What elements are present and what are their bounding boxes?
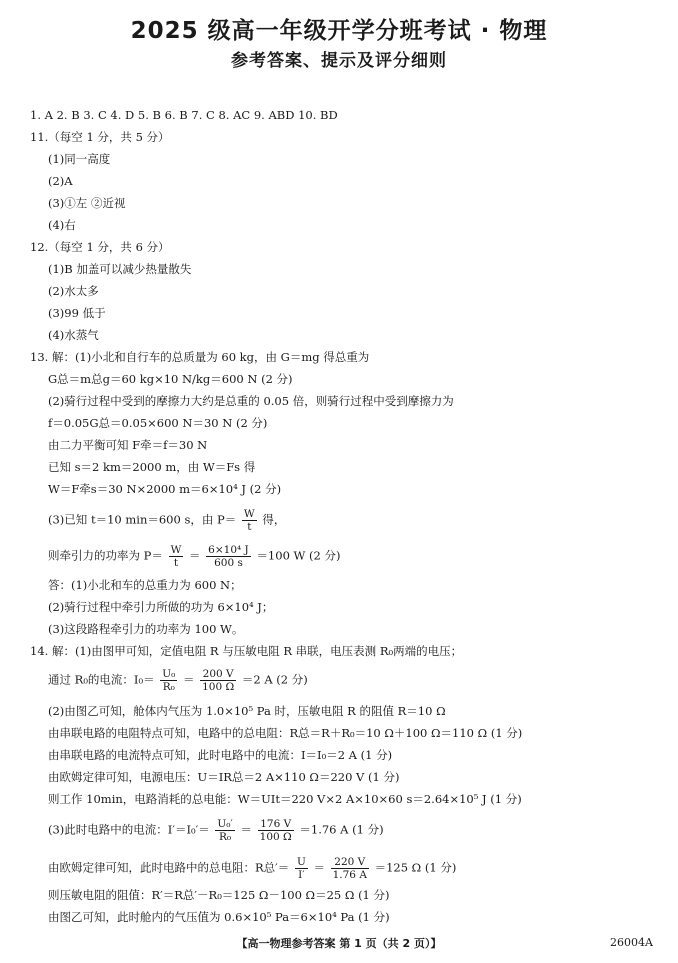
q12-heading: 12.（每空 1 分，共 6 分） bbox=[30, 240, 170, 254]
q14-line-8-text-b: ＝1.76 A (1 分) bbox=[299, 822, 384, 837]
fraction-denominator: 100 Ω bbox=[259, 831, 292, 843]
q12-answer-4: (4)水蒸气 bbox=[48, 328, 99, 342]
q13-answer-2: (2)骑行过程中牵引力所做的功为 6×10⁴ J； bbox=[48, 600, 274, 614]
q14-line-4: 由串联电路的电阻特点可知，电路中的总电阻：R总＝R＋R₀＝10 Ω＋100 Ω＝110 Ω (1 分) bbox=[48, 726, 523, 740]
q14-line-10: 则压敏电阻的阻值：R′＝R总′－R₀＝125 Ω－100 Ω＝25 Ω (1 分) bbox=[48, 888, 390, 902]
fraction-denominator: R₀ bbox=[162, 681, 175, 693]
fraction-denominator: R₀ bbox=[219, 831, 232, 843]
q14-line-9: 由欧姆定律可知，此时电路中的总电阻：R总′＝ $\frac{U}{I'}$ ＝ $\frac{220 V}{1.76 A}$ ＝125 Ω (1 分) bbox=[48, 856, 457, 881]
fraction-u0-over-r0 bbox=[160, 668, 177, 693]
q11-answer-4: (4)右 bbox=[48, 218, 76, 232]
q14-line-3: (2)由图乙可知，舱体内气压为 1.0×10⁵ Pa 时，压敏电阻 R 的阻值 R＝10 Ω bbox=[48, 704, 446, 718]
q14-line-2: 通过 R₀的电流：I₀＝ $\frac{\text{U₀}}{\text{R₀}}$ ＝ $\frac{200 V}{100 \Omega}$ ＝2 A (2 分) bbox=[48, 668, 308, 693]
q14-line-2-text-a: 通过 R₀的电流：I₀＝ bbox=[48, 672, 155, 687]
q14-line-6: 由欧姆定律可知，电源电压：U＝IR总＝2 A×110 Ω＝220 V (1 分) bbox=[48, 770, 400, 784]
q13-line-1: 13. 解：(1)小北和自行车的总质量为 60 kg，由 G＝mg 得总重为 bbox=[30, 350, 370, 364]
fraction-numerator: U₀ bbox=[162, 668, 176, 680]
q13-line-3: (2)骑行过程中受到的摩擦力大约是总重的 0.05 倍，则骑行过程中受到摩擦力为 bbox=[48, 394, 454, 408]
q11-answer-3: (3)①左 ②近视 bbox=[48, 196, 126, 210]
fraction-denominator: I′ bbox=[298, 869, 305, 881]
q13-line-4: f＝0.05G总＝0.05×600 N＝30 N (2 分) bbox=[48, 416, 268, 430]
fraction-work-over-time bbox=[206, 544, 251, 569]
q14-line-1: 14. 解：(1)由图甲可知，定值电阻 R 与压敏电阻 R 串联，电压表测 R₀两端的电压； bbox=[30, 644, 463, 658]
q11-answer-2: (2)A bbox=[48, 174, 73, 188]
fraction-176v-over-100ohm bbox=[258, 818, 294, 843]
fraction-w-over-t bbox=[242, 508, 257, 533]
q14-line-9-text-b: ＝125 Ω (1 分) bbox=[374, 860, 457, 875]
q13-line-8-text-a: (3)已知 t＝10 min＝600 s，由 P＝ bbox=[48, 512, 237, 527]
fraction-numerator: 176 V bbox=[258, 818, 294, 831]
q13-line-9: 则牵引力的功率为 P＝ $\frac{W}{t}$ ＝ $\frac{\text{6×10⁴ J}}{600 s}$ ＝100 W (2 分) bbox=[48, 544, 341, 569]
fraction-numerator: 200 V bbox=[200, 668, 236, 681]
q11-answer-1: (1)同一高度 bbox=[48, 152, 111, 166]
page-footer: 【高一物理参考答案 第 1 页（共 2 页）】 bbox=[236, 937, 442, 950]
document-code: 26004A bbox=[610, 936, 653, 949]
fraction-numerator: U bbox=[296, 856, 306, 868]
q13-line-7: W＝F牵s＝30 N×2000 m＝6×10⁴ J (2 分) bbox=[48, 482, 282, 496]
q13-line-8-text-b: 得， bbox=[262, 512, 286, 527]
q13-line-8 bbox=[48, 508, 285, 533]
fraction-denominator: t bbox=[247, 521, 252, 533]
fraction-denominator: 1.76 A bbox=[332, 869, 367, 881]
q14-line-11: 由图乙可知，此时舱内的气压值为 0.6×10⁵ Pa＝6×10⁴ Pa (1 分) bbox=[48, 910, 390, 924]
fraction-numerator: W bbox=[170, 544, 182, 556]
fraction-numerator: 6×10⁴ J bbox=[208, 544, 249, 556]
q14-line-5: 由串联电路的电流特点可知，此时电路中的电流：I＝I₀＝2 A (1 分) bbox=[48, 748, 393, 762]
q14-line-2-text-b: ＝2 A (2 分) bbox=[241, 672, 308, 687]
fraction-numerator: W bbox=[243, 508, 255, 520]
mc-answers-line: 1. A 2. B 3. C 4. D 5. B 6. B 7. C 8. AC 9. ABD 10. BD bbox=[30, 108, 338, 122]
q14-line-9-text-a: 由欧姆定律可知，此时电路中的总电阻：R总′＝ bbox=[48, 860, 290, 875]
fraction-denominator: 100 Ω bbox=[202, 681, 235, 693]
fraction-voltage-over-resistance bbox=[200, 668, 236, 693]
q13-line-2: G总＝m总g＝60 kg×10 N/kg＝600 N (2 分) bbox=[48, 372, 293, 386]
q13-line-9-text-b: ＝100 W (2 分) bbox=[256, 548, 341, 563]
q12-answer-3: (3)99 低于 bbox=[48, 306, 106, 320]
q14-line-7: 则工作 10min，电路消耗的总电能：W＝UIt＝220 V×2 A×10×60 s＝2.64×10⁵ J (1 分) bbox=[48, 792, 522, 806]
page-subtitle: 参考答案、提示及评分细则 bbox=[231, 51, 447, 71]
q12-answer-1: (1)B 加盖可以减少热量散失 bbox=[48, 262, 192, 276]
fraction-u0prime-over-r0 bbox=[215, 818, 234, 843]
fraction-220v-over-176a bbox=[331, 856, 369, 881]
fraction-denominator: 600 s bbox=[214, 557, 243, 569]
fraction-numerator: 220 V bbox=[331, 856, 369, 869]
fraction-w-over-t-2 bbox=[169, 544, 184, 569]
q13-line-9-text-a: 则牵引力的功率为 P＝ bbox=[48, 548, 163, 563]
q14-line-8-text-a: (3)此时电路中的电流：I′＝I₀′＝ bbox=[48, 822, 210, 837]
fraction-u-over-iprime bbox=[295, 856, 308, 881]
q14-line-8: (3)此时电路中的电流：I′＝I₀′＝ $\frac{\text{U₀′}}{\text{R₀}}$ ＝ $\frac{176 V}{100 \Omega}$ ＝1.76 A (1 分) bbox=[48, 818, 384, 843]
fraction-denominator: t bbox=[173, 557, 179, 569]
q12-answer-2: (2)水太多 bbox=[48, 284, 99, 298]
q13-answer-3: (3)这段路程牵引力的功率为 100 W。 bbox=[48, 622, 244, 636]
fraction-numerator: U₀′ bbox=[217, 818, 233, 830]
q11-heading: 11.（每空 1 分，共 5 分） bbox=[30, 130, 170, 144]
q13-answer-1: 答：(1)小北和车的总重力为 600 N； bbox=[48, 578, 242, 592]
page-title: 2025 级高一年级开学分班考试 · 物理 bbox=[130, 18, 548, 44]
q13-line-5: 由二力平衡可知 F牵＝f＝30 N bbox=[48, 438, 208, 452]
q13-line-6: 已知 s＝2 km＝2000 m，由 W＝Fs 得 bbox=[48, 460, 256, 474]
